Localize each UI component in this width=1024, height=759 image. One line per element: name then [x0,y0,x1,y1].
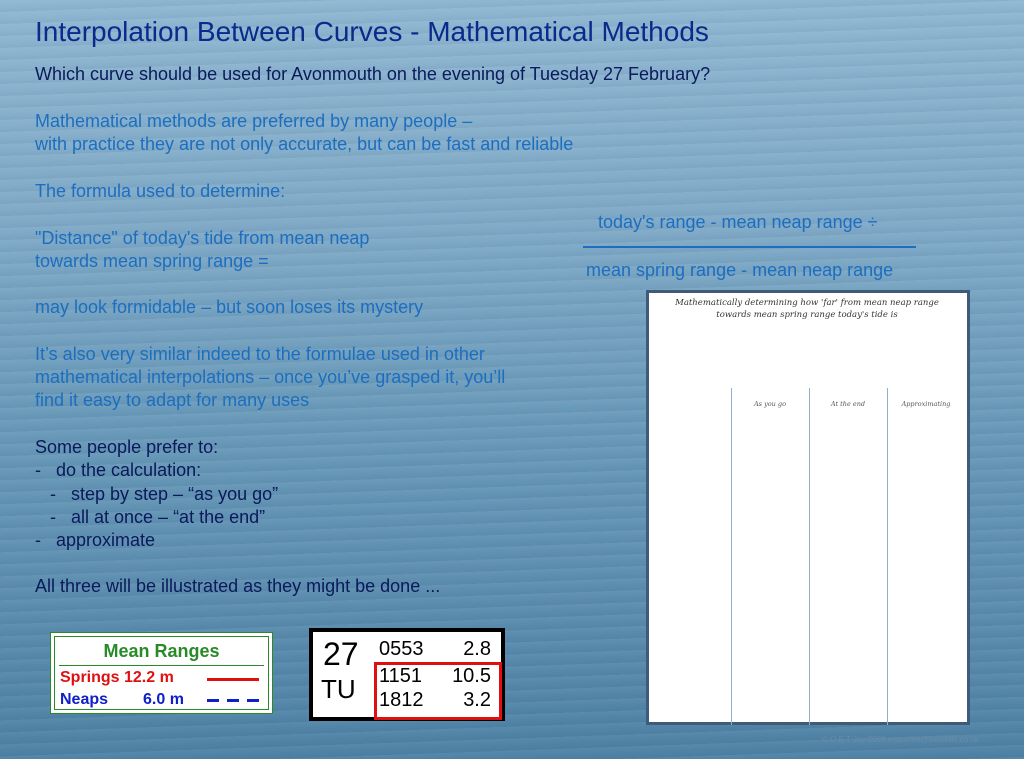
mean-ranges-divider [59,665,264,666]
prefer-item: - do the calculation: [35,460,202,480]
worksheet-column-divider [809,388,810,725]
similar-line-3: find it easy to adapt for many uses [35,390,310,410]
springs-label: Springs 12.2 m [60,669,174,686]
tide-time: 1812 [379,689,424,711]
copyright-text: © O E T Joy 2008 enquiries@sailskills.co.uk [822,735,979,744]
tide-table [309,628,505,721]
prefer-item: - step by step – “as you go” [35,484,279,504]
tide-highlight-box [374,662,502,720]
closing-text: All three will be illustrated as they might be done ... [35,576,441,596]
neaps-label: Neaps [60,691,109,708]
springs-line-swatch [207,678,259,681]
worksheet-column-as-you-go: As you go [753,400,786,408]
intro-line-2: with practice they are not only accurate, but can be fast and reliable [35,134,574,154]
neaps-dashed-line-swatch [207,699,261,702]
worksheet-column-divider [887,388,888,725]
intro-line-1: Mathematical methods are preferred by many people – [35,111,473,131]
prefer-item: - approximate [35,530,156,550]
tide-height: 10.5 [452,665,491,687]
distance-line-2: towards mean spring range = [35,251,269,271]
similar-line-2: mathematical interpolations – once you’ve grasped it, you’ll [35,367,506,387]
distance-line-1: "Distance" of today's tide from mean neap [35,228,370,248]
worksheet-panel [646,290,970,725]
worksheet-column-at-the-end: At the end [830,400,866,408]
neaps-value: 6.0 m [143,691,184,708]
formula-numerator: today's range - mean neap range ÷ [598,212,878,232]
mean-ranges-inner [54,636,269,710]
worksheet-heading: Mathematically determining how 'far' from mean neap range towards mean spring range today's tide is [675,298,939,320]
worksheet-column-approximating: Approximating [901,400,951,408]
question-text: Which curve should be used for Avonmouth on the evening of Tuesday 27 February? [35,64,711,84]
tide-time: 0553 [379,638,424,660]
tide-table-inner [313,632,501,717]
mystery-text: may look formidable – but soon loses its mystery [35,297,424,317]
tide-time: 1151 [379,665,423,687]
prefer-item: - all at once – “at the end” [35,507,266,527]
tide-height: 3.2 [463,689,491,711]
formula-fraction-bar [583,246,916,248]
similar-line-1: It’s also very similar indeed to the formulae used in other [35,344,485,364]
prefer-heading: Some people prefer to: [35,437,219,457]
page-title: Interpolation Between Curves - Mathematical Methods [35,16,709,47]
mean-ranges-box [50,632,273,714]
worksheet-column-divider [731,388,732,725]
tide-weekday: TU [321,674,356,704]
tide-day: 27 [323,636,359,672]
tide-height: 2.8 [463,638,491,660]
formula-intro: The formula used to determine: [35,181,286,201]
mean-ranges-title: Mean Ranges [103,641,220,661]
formula-denominator: mean spring range - mean neap range [586,260,894,280]
